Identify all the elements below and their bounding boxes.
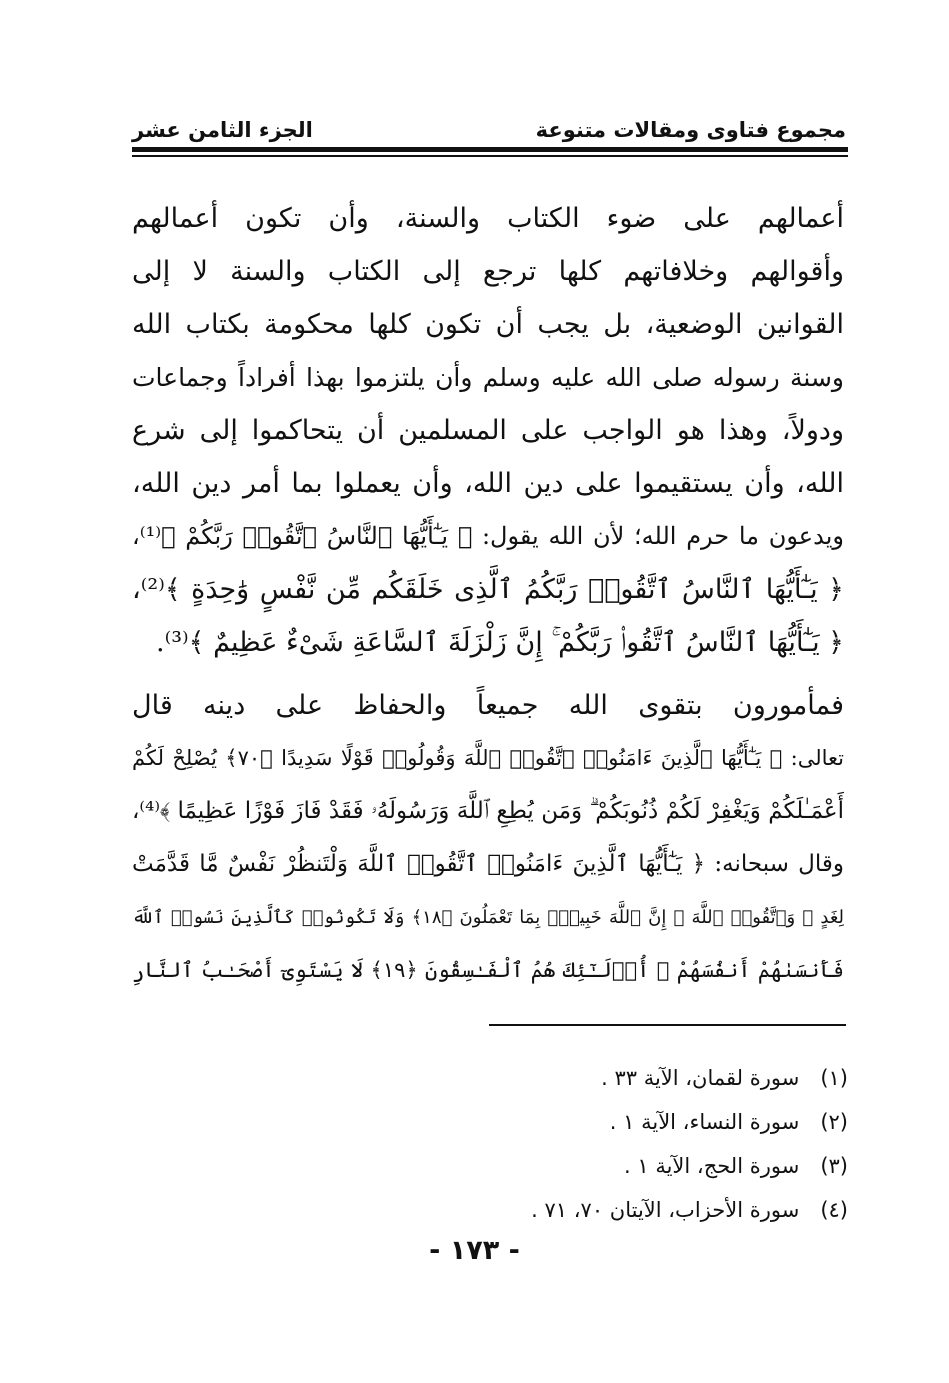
text-line: ويدعون ما حرم الله؛ لأن الله يقول: ﴿ يَـٰٓأَيُّهَا ٱلنَّاسُ ٱتَّقُوا۟ رَبَّكُمْ ﴾⁽¹⁾،: [132, 522, 844, 550]
header-rule-thin: [132, 155, 848, 157]
footnotes: [132, 1056, 848, 1232]
text-line: ودولاً، وهذا هو الواجب على المسلمين أن يتحاكموا إلى شرع: [132, 415, 844, 446]
footnote-number: (٤): [820, 1198, 848, 1222]
quran-verse-line: أَعْمَـٰلَكُمْ وَيَغْفِرْ لَكُمْ ذُنُوبَكُمْ ۗ وَمَن يُطِعِ ٱللَّهَ وَرَسُولَهُۥ فَقَدْ فَازَ فَوْزًا عَظِيمًا ﴾⁽⁴⁾،: [132, 798, 844, 824]
footnote-number: (١): [820, 1066, 848, 1090]
footnote-text: سورة الأحزاب، الآيتان ٧٠، ٧١ .: [531, 1198, 800, 1222]
text-line: القوانين الوضعية، بل يجب أن تكون كلها محكومة بكتاب الله: [132, 309, 844, 340]
text-line: فمأمورون بتقوى الله جميعاً والحفاظ على دينه قال: [132, 690, 844, 721]
header-rule-thick: [132, 147, 848, 152]
quran-verse-line: فَأَنسَىٰهُمْ أَنفُسَهُمْ ۚ أُو۟لَـٰٓئِكَ هُمُ ٱلْفَـٰسِقُونَ ﴿١٩﴾ لَا يَسْتَوِىٓ أَصْحَـٰبُ ٱلنَّارِ: [132, 958, 844, 982]
footnote-text: سورة الحج، الآية ١ .: [624, 1154, 800, 1178]
footnote-text: سورة لقمان، الآية ٣٣ .: [601, 1066, 800, 1090]
quran-verse-line: لِغَدٍ ۖ وَٱتَّقُوا۟ ٱللَّهَ ۚ إِنَّ ٱللَّهَ خَبِيرٌۢ بِمَا تَعْمَلُونَ ﴿١٨﴾ وَلَا تَكُونُوا۟ كَٱلَّذِينَ نَسُوا۟ ٱللَّهَ: [132, 907, 844, 928]
footnote-text: سورة النساء، الآية ١ .: [609, 1110, 800, 1134]
footnote-item: [132, 1188, 848, 1232]
footnote-item: [132, 1100, 848, 1144]
main-text: [132, 192, 844, 997]
running-header: [132, 112, 846, 152]
footnote-separator: [489, 1024, 846, 1026]
book-title: مجموع فتاوى ومقالات متنوعة: [535, 118, 846, 142]
footnote-item: [132, 1056, 848, 1100]
part-label: الجزء الثامن عشر: [132, 118, 313, 142]
footnote-number: (٣): [820, 1154, 848, 1178]
text-line: أعمالهم على ضوء الكتاب والسنة، وأن تكون أعمالهم: [132, 203, 844, 234]
quran-verse-line: تعالى: ﴿ يَـٰٓأَيُّهَا ٱلَّذِينَ ءَامَنُوا۟ ٱتَّقُوا۟ ٱللَّهَ وَقُولُوا۟ قَوْلًا سَدِيدًا ﴿٧٠﴾ يُصْلِحْ لَكُمْ: [132, 746, 844, 770]
text-line: الله، وأن يستقيموا على دين الله، وأن يعملوا بما أمر دين الله،: [132, 468, 844, 499]
page-number: - ١٧٣ -: [429, 1235, 520, 1266]
quran-verse-line: ﴿ يَـٰٓأَيُّهَا ٱلنَّاسُ ٱتَّقُوا۟ رَبَّكُمْ ۚ إِنَّ زَلْزَلَةَ ٱلسَّاعَةِ شَىْءٌ عَظِيمٌ ﴾⁽³⁾.: [155, 627, 844, 658]
footnote-item: [132, 1144, 848, 1188]
quran-verse-line: ﴿ يَـٰٓأَيُّهَا ٱلنَّاسُ ٱتَّقُوا۟ رَبَّكُمُ ٱلَّذِى خَلَقَكُم مِّن نَّفْسٍ وَٰحِدَةٍ ﴾⁽²⁾،: [132, 574, 844, 605]
footnote-number: (٢): [820, 1110, 848, 1134]
quran-verse-line: وقال سبحانه: ﴿ يَـٰٓأَيُّهَا ٱلَّذِينَ ءَامَنُوا۟ ٱتَّقُوا۟ ٱللَّهَ وَلْتَنظُرْ نَفْسٌ مَّا قَدَّمَتْ: [132, 851, 844, 877]
text-line: وسنة رسوله صلى الله عليه وسلم وأن يلتزموا بهذا أفراداً وجماعات: [132, 363, 844, 392]
text-line: وأقوالهم وخلافاتهم كلها ترجع إلى الكتاب والسنة لا إلى: [132, 256, 844, 287]
